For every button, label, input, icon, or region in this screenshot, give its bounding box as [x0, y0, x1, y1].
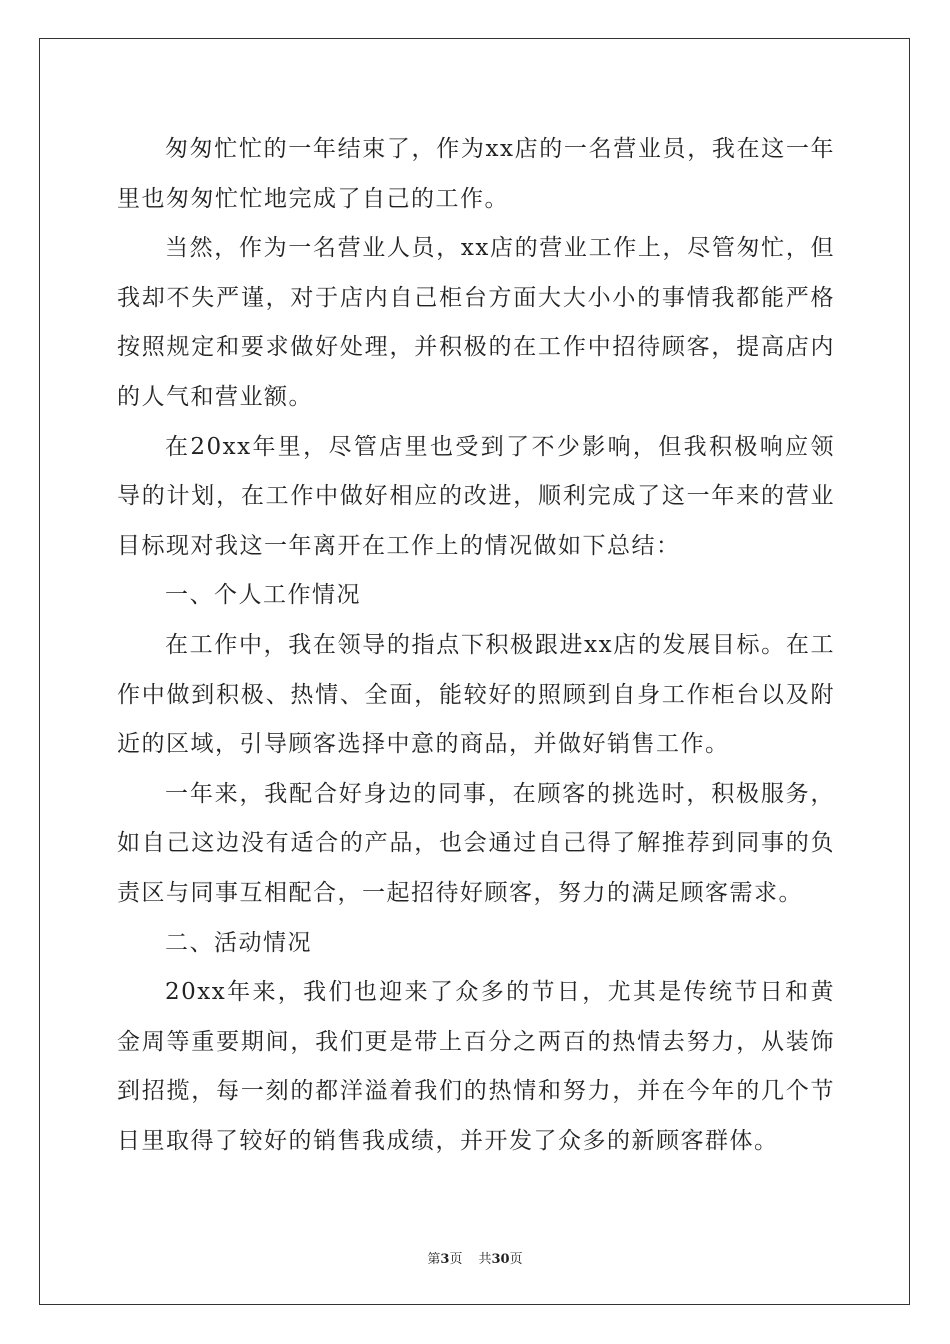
paragraph-2: 当然，作为一名营业人员，xx店的营业工作上，尽管匆忙，但我却不失严谨，对于店内自己柜台方面大大小小的事情我都能严格按照规定和要求做好处理，并积极的在工作中招待顾客，提高店内的人气和营业额。	[117, 235, 835, 410]
page-prefix: 第	[427, 1252, 441, 1267]
page-footer	[0, 1248, 950, 1267]
section-heading-1: 一、个人工作情况	[165, 582, 361, 609]
paragraph-5: 一年来，我配合好身边的同事，在顾客的挑选时，积极服务，如自己这边没有适合的产品，也会通过自己得了解推荐到同事的负责区与同事互相配合，一起招待好顾客，努力的满足顾客需求。	[117, 780, 835, 906]
total-suffix: 页	[509, 1252, 523, 1267]
page-current: 3	[440, 1252, 450, 1267]
total-prefix: 共	[478, 1252, 492, 1267]
paragraph-1: 匆匆忙忙的一年结束了，作为xx店的一名营业员，我在这一年里也匆匆忙忙地完成了自己的工作。	[117, 136, 835, 212]
page-total: 30	[491, 1252, 510, 1267]
paragraph-4: 在工作中，我在领导的指点下积极跟进xx店的发展目标。在工作中做到积极、热情、全面，能较好的照顾到自身工作柜台以及附近的区域，引导顾客选择中意的商品，并做好销售工作。	[117, 631, 835, 758]
paragraph-6: 20xx年来，我们也迎来了众多的节日，尤其是传统节日和黄金周等重要期间，我们更是带上百分之两百的热情去努力，从装饰到招揽，每一刻的都洋溢着我们的热情和努力，并在今年的几个节日里取得了较好的销售我成绩，并开发了众多的新顾客群体。	[117, 979, 835, 1154]
document-body	[117, 125, 835, 1166]
page-suffix: 页	[449, 1252, 463, 1267]
section-heading-2: 二、活动情况	[165, 929, 312, 956]
paragraph-3: 在20xx年里，尽管店里也受到了不少影响，但我积极响应领导的计划，在工作中做好相应的改进，顺利完成了这一年来的营业目标现对我这一年离开在工作上的情况做如下总结：	[117, 433, 835, 559]
